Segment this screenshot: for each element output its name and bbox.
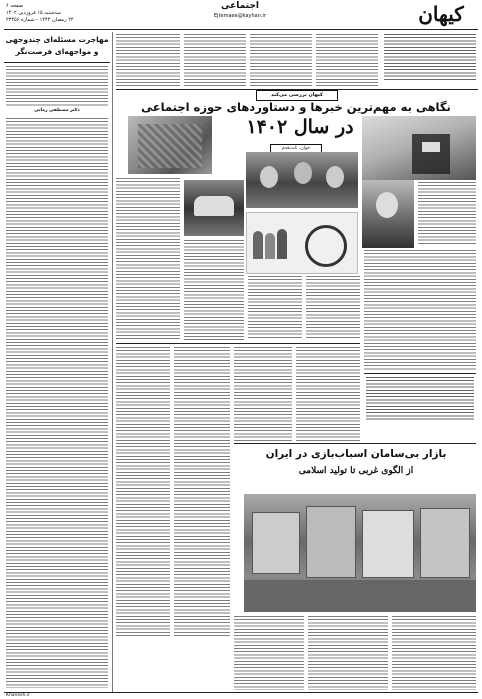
- mid-text-col-2: [174, 347, 230, 637]
- photo-stethoscope-people: [246, 212, 358, 274]
- bottom-text-col-1: [234, 616, 304, 690]
- masthead: [0, 0, 482, 30]
- bottom-text-col-3: [392, 616, 476, 690]
- logo: کیهان: [418, 2, 464, 26]
- left-column-headline: [4, 34, 110, 63]
- mid-text-col-1: [116, 347, 170, 637]
- section-email: Ejtemaee@kayhan.ir: [214, 13, 266, 19]
- feature-headline: نگاهی به مهم‌ترین خبرها و دستاوردهای حوزه اجتماعی: [141, 100, 451, 114]
- feature-text-col-4: [306, 276, 360, 340]
- photo-mosque-cleaner: [128, 116, 212, 174]
- section-title: اجتماعی: [221, 1, 259, 11]
- feature-bottom-rule: [116, 343, 360, 344]
- feature-text-col-5: [364, 250, 476, 370]
- footer-rule: [4, 692, 478, 693]
- date-line: سه‌شنبه ۱۵ فروردین ۱۴۰۲: [6, 10, 62, 16]
- right-column-top-text: [384, 34, 476, 82]
- feature-kicker: کیهان بررسی می‌کند: [256, 90, 338, 101]
- footer-site: Khanesh.ir: [6, 693, 30, 698]
- left-column-author: دکتر مصطفی زمانی: [34, 108, 80, 113]
- masthead-rule: [4, 29, 478, 30]
- right-news-box: [366, 377, 474, 421]
- bottom-text-col-2: [308, 616, 388, 690]
- feature-text-col-3: [248, 276, 302, 340]
- top-text-col-1: [116, 34, 180, 86]
- mid-text-col-4: [296, 347, 360, 441]
- left-headline-line2: و مواجهه‌ای فرصت‌نگر: [15, 47, 99, 56]
- photo-metro-train: [184, 180, 244, 236]
- top-text-col-2: [184, 34, 246, 86]
- left-headline-line1: مهاجرت مسئله‌ای چندوجهی: [5, 35, 109, 44]
- feature-tag: جوان، ثابت‌قدم: [270, 144, 322, 154]
- photo-boy-at-desk: [362, 180, 414, 248]
- left-column-border: [112, 32, 113, 692]
- photo-police-uniform: [362, 116, 476, 180]
- bottom-feature-top-rule: [234, 443, 476, 444]
- feature-year-headline: در سال ۱۴۰۲: [246, 116, 354, 138]
- bottom-feature-headline: بازار بی‌سامان اسباب‌بازی در ایران: [265, 448, 447, 460]
- feature-text-col-2: [184, 240, 244, 340]
- top-text-col-3: [250, 34, 312, 86]
- page-label: صفحه ۶: [6, 3, 23, 9]
- feature-text-col-1: [116, 178, 180, 340]
- photo-toy-store: [244, 494, 476, 612]
- feature-right-text: [418, 182, 476, 246]
- left-column-body-text: [6, 118, 108, 688]
- photo-students-classroom: [246, 152, 358, 208]
- top-text-col-4: [316, 34, 378, 86]
- left-column-intro-text: [6, 66, 108, 106]
- mid-text-col-3: [234, 347, 292, 441]
- right-box-rule: [364, 373, 476, 374]
- issue-line: ۲۴ رمضان ۱۴۴۴ - شماره ۲۳۴۵۶: [6, 17, 74, 23]
- bottom-feature-subheadline: از الگوی غربی تا تولید اسلامی: [298, 466, 414, 476]
